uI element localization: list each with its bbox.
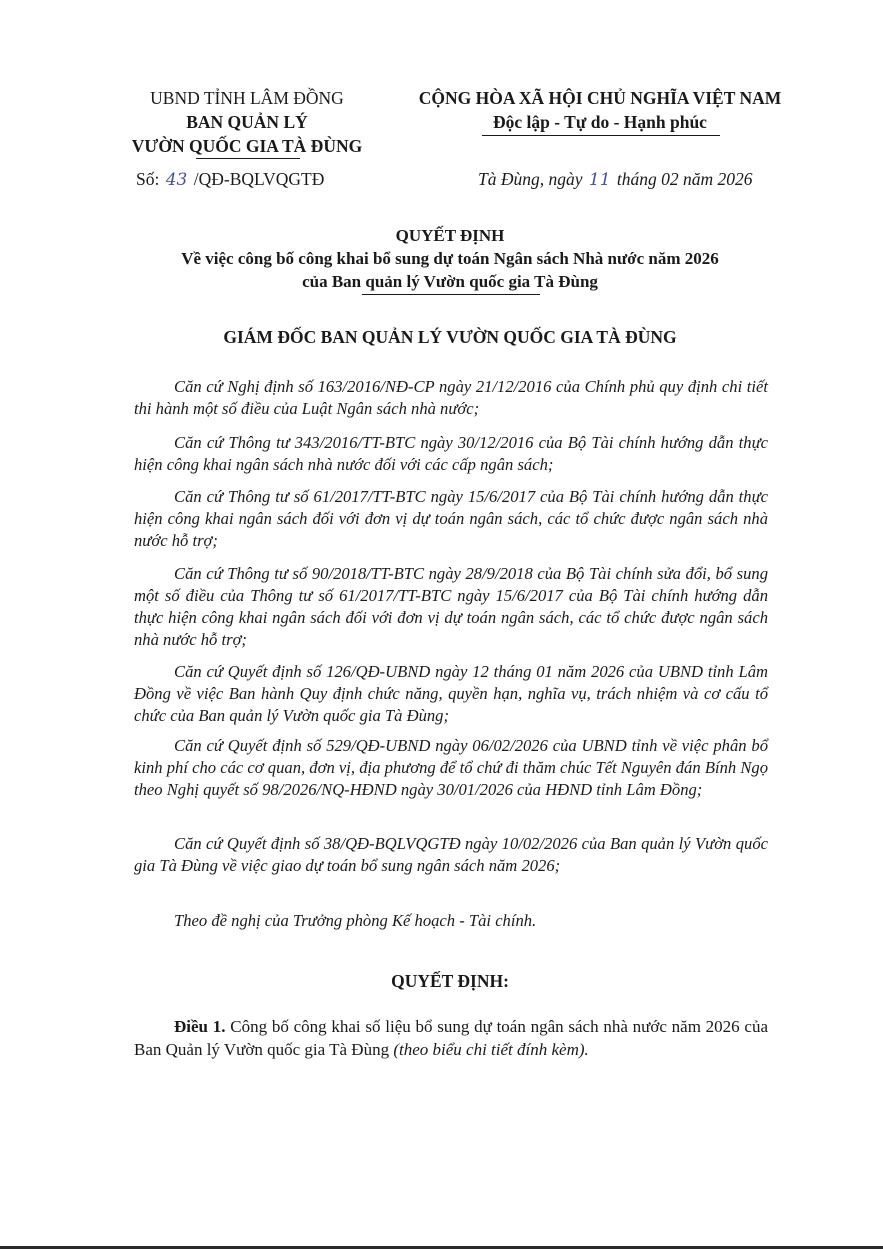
preamble-item: Căn cứ Thông tư số 61/2017/TT-BTC ngày 15/6/2017 của Bộ Tài chính hướng dẫn thực hiện công khai ngân sách đối với đơn vị dự toán ngân sách, các tổ chức được ngân sách nhà nước hỗ trợ;	[134, 487, 768, 550]
document-number	[136, 167, 396, 192]
article-1-text: Công bố công khai số liệu bổ sung dự toán ngân sách nhà nước năm 2026 của Ban Quản lý Vườn quốc gia Tà Đùng	[134, 1017, 769, 1059]
preamble-item: Căn cứ Quyết định số 529/QĐ-UBND ngày 06/02/2026 của UBND tỉnh về việc phân bổ kinh phí cho các cơ quan, đơn vị, địa phương để tổ chứ đi thăm chúc Tết Nguyên đán Bính Ngọ theo Nghị quyết số 98/2026/NQ-HĐND ngày 30/01/2026 của HĐND tỉnh Lâm Đồng;	[134, 736, 768, 799]
national-title: CỘNG HÒA XÃ HỘI CHỦ NGHĨA VIỆT NAM	[418, 88, 782, 108]
header-right	[400, 86, 800, 134]
issuing-authority: GIÁM ĐỐC BAN QUẢN LÝ VƯỜN QUỐC GIA TÀ ĐÙNG	[223, 327, 677, 347]
date-suffix: tháng 02 năm 2026	[616, 169, 753, 189]
decision-title: QUYẾT ĐỊNH	[395, 226, 505, 245]
decision-heading: QUYẾT ĐỊNH:	[391, 971, 509, 991]
decision-subject-line1: Về việc công bố công khai bổ sung dự toán Ngân sách Nhà nước năm 2026	[181, 249, 719, 268]
agency-name-line1: BAN QUẢN LÝ	[186, 112, 308, 132]
article-1	[134, 1015, 768, 1061]
agency-underline	[196, 158, 300, 159]
preamble-item: Căn cứ Nghị định số 163/2016/NĐ-CP ngày 21/12/2016 của Chính phủ quy định chi tiết thi hành một số điều của Luật Ngân sách nhà nước;	[134, 377, 768, 418]
preamble-item: Căn cứ Thông tư số 90/2018/TT-BTC ngày 28/9/2018 của Bộ Tài chính sửa đổi, bổ sung một số điều của Thông tư số 61/2017/TT-BTC ngày 15/6/2017 của Bộ Tài chính hướng dẫn thực hiện công khai ngân sách đối với đơn vị dự toán ngân sách, các tổ chức được ngân sách nhà nước hỗ trợ;	[134, 564, 768, 649]
decision-title-block	[100, 224, 800, 293]
number-suffix: /QĐ-BQLVQGTĐ	[193, 169, 325, 189]
preamble-item: Căn cứ Quyết định số 126/QĐ-UBND ngày 12 tháng 01 năm 2026 của UBND tỉnh Lâm Đồng về việc Ban hành Quy định chức năng, quyền hạn, nghĩa vụ, trách nhiệm và cơ cấu tổ chức của Ban quản lý Vườn quốc gia Tà Đùng;	[134, 662, 768, 725]
date-day-handwritten: 11	[588, 170, 611, 190]
agency-name-line2: VƯỜN QUỐC GIA TÀ ĐÙNG	[131, 136, 363, 156]
title-underline	[362, 294, 540, 295]
document-date	[478, 167, 798, 192]
preamble-item: Theo đề nghị của Trưởng phòng Kế hoạch - Tài chính.	[174, 911, 537, 930]
article-1-attachment-note: (theo biểu chi tiết đính kèm).	[393, 1040, 589, 1059]
date-prefix: Tà Đùng, ngày	[478, 169, 583, 189]
national-motto: Độc lập - Tự do - Hạnh phúc	[493, 112, 707, 132]
header-left	[118, 86, 376, 158]
number-prefix: Số:	[136, 169, 160, 189]
article-1-label: Điều 1.	[174, 1017, 226, 1036]
number-handwritten: 43	[165, 170, 188, 190]
decision-subject-line2: của Ban quản lý Vườn quốc gia Tà Đùng	[302, 272, 598, 291]
preamble-item: Căn cứ Thông tư 343/2016/TT-BTC ngày 30/12/2016 của Bộ Tài chính hướng dẫn thực hiện công khai ngân sách nhà nước đối với các cấp ngân sách;	[134, 433, 768, 474]
province-committee: UBND TỈNH LÂM ĐỒNG	[150, 88, 344, 108]
motto-underline	[482, 135, 720, 136]
preamble-item: Căn cứ Quyết định số 38/QĐ-BQLVQGTĐ ngày 10/02/2026 của Ban quản lý Vườn quốc gia Tà Đùng về việc giao dự toán bổ sung ngân sách năm 2026;	[134, 834, 768, 875]
